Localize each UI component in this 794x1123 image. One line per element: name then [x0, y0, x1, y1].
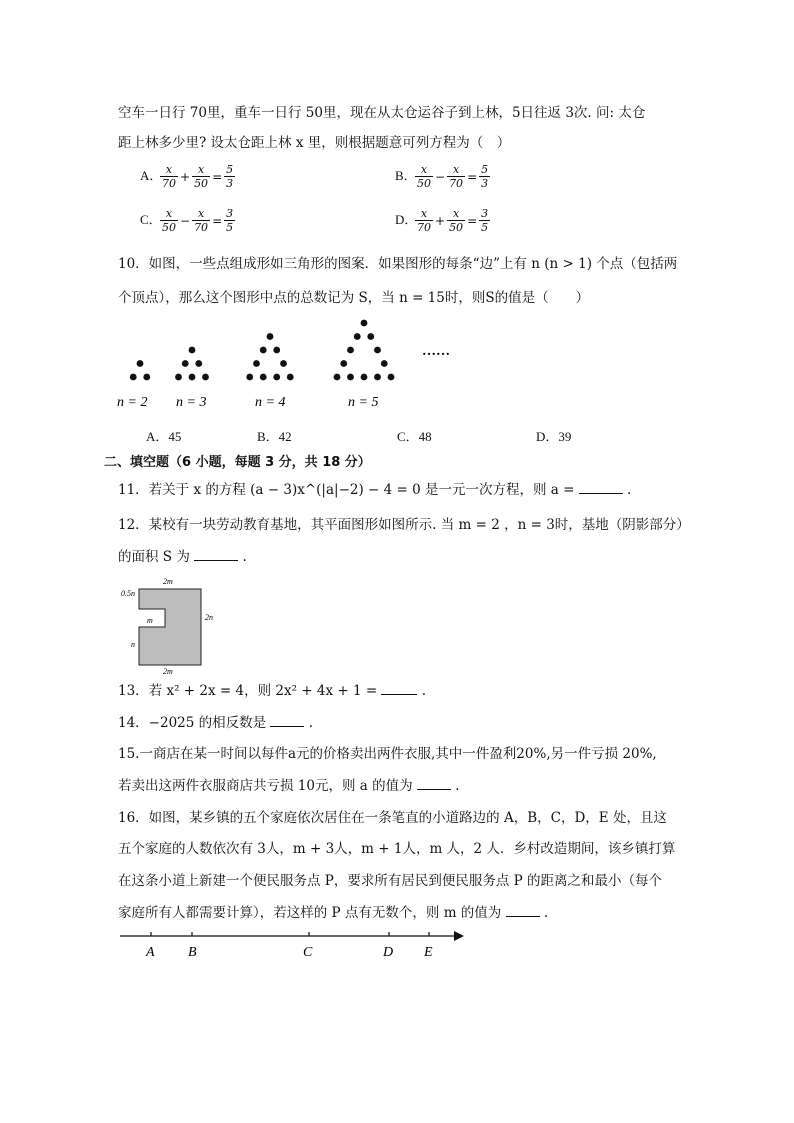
- q11-line: [118, 480, 631, 500]
- q10-dot-n4: [246, 374, 253, 381]
- q9-equals: =: [467, 169, 478, 184]
- q16-line-3: 在这条小道上新建一个便民服务点 P，要求所有居民到便民服务点 P 的距离之和最小（每个: [118, 873, 663, 889]
- q12-label-left-bottom: n: [131, 640, 135, 649]
- q9-fraction-term-2: $\frac{x}{50}$: [194, 163, 209, 190]
- q10-dot-n2: [130, 374, 137, 381]
- q10-dot-n5: [367, 333, 374, 340]
- q15-line-1: 15.一商店在某一时间以每件a元的价格卖出两件衣服,其中一件盈利20%,另一件亏损 20%,: [118, 746, 657, 762]
- q10-dot-n3: [195, 360, 202, 367]
- q10-dot-n5: [374, 374, 381, 381]
- q9-option-b[interactable]: [395, 163, 490, 190]
- q9-option-a[interactable]: [140, 163, 235, 190]
- q12-text: 的面积 S 为: [118, 549, 190, 565]
- q10-dot-n3: [189, 347, 196, 354]
- q9-option-label: D．: [395, 212, 418, 227]
- q9-equals: =: [212, 169, 223, 184]
- q9-fraction-term-2: $\frac{x}{50}$: [449, 207, 464, 234]
- q14-line: [118, 713, 313, 733]
- q10-dot-n3: [175, 374, 182, 381]
- q10-dot-n4: [260, 347, 267, 354]
- q13-answer-blank[interactable]: [381, 694, 417, 695]
- q9-line-1: 空车一日行 70里，重车一日行 50里，现在从太仓运谷子到上林，5日往返 3次. 问: 太仓: [118, 105, 646, 121]
- q10-dot-n5: [361, 374, 368, 381]
- q10-label-n5: n = 5: [348, 395, 379, 410]
- q10-dot-n5: [340, 360, 347, 367]
- q12-answer-blank[interactable]: [194, 560, 238, 561]
- q15-answer-blank[interactable]: [417, 789, 451, 790]
- q10-dot-n3: [182, 360, 189, 367]
- q10-choice-a[interactable]: A．45: [146, 429, 182, 444]
- q16-point-d: D: [383, 945, 394, 960]
- q9-fraction-term-1: $\frac{x}{50}$: [417, 163, 431, 190]
- q10-label-n3: n = 3: [176, 395, 207, 410]
- q11-answer-blank[interactable]: [579, 493, 623, 494]
- q12-label-top: 2m: [163, 577, 173, 586]
- q9-line-2: 距上林多少里? 设太仓距上林 x 里，则根据题意可列方程为（ ）: [118, 135, 511, 151]
- q9-equals: =: [212, 213, 223, 228]
- q10-dot-n4: [253, 360, 260, 367]
- q16-point-a: A: [146, 945, 155, 960]
- q9-option-label: C．: [140, 212, 162, 227]
- q10-ellipsis: ……: [422, 344, 450, 359]
- q16-number-line-figure: [116, 925, 472, 965]
- q9-option-label: A．: [140, 168, 163, 183]
- q16-text: 家庭所有人都需要计算），若这样的 P 点有无数个，则 m 的值为: [118, 905, 502, 921]
- q10-dot-n4: [260, 374, 267, 381]
- q12-label-right: 2n: [205, 613, 213, 622]
- q10-dot-n2: [137, 360, 144, 367]
- q16-point-e: E: [424, 945, 433, 960]
- q10-dot-n5: [354, 333, 361, 340]
- q9-operator: −: [435, 169, 446, 184]
- q12-end: .: [242, 549, 247, 565]
- q10-dot-n5: [374, 347, 381, 354]
- q9-option-c[interactable]: [140, 207, 235, 234]
- q12-line-2: [118, 547, 247, 567]
- q10-dot-n5: [347, 347, 354, 354]
- q16-answer-blank[interactable]: [506, 916, 540, 917]
- q10-choice-c[interactable]: C．48: [397, 429, 432, 444]
- q10-dot-n5: [334, 374, 341, 381]
- q13-end: .: [421, 683, 427, 699]
- q9-fraction-term-2: $\frac{x}{70}$: [194, 207, 209, 234]
- q12-plan-figure: [115, 575, 225, 675]
- q9-fraction-result: $\frac{5}{3}$: [226, 163, 234, 190]
- q10-dot-n5: [388, 374, 395, 381]
- q9-option-label: B．: [395, 168, 417, 183]
- q9-operator: −: [180, 213, 191, 228]
- q10-dot-n5: [381, 360, 388, 367]
- section-2-heading: 二、填空题（6 小题，每题 3 分，共 18 分）: [104, 455, 371, 470]
- q9-equals: =: [467, 213, 478, 228]
- q10-line-1: 10．如图，一些点组成形如三角形的图案．如果图形的每条“边”上有 n (n > 1) 个点（包括两: [118, 256, 678, 272]
- q10-line-2: 个顶点），那么这个图形中点的总数记为 S，当 n = 15时，则S的值是（ ）: [118, 290, 590, 306]
- q10-dot-n5: [361, 320, 368, 327]
- q9-operator: +: [180, 169, 191, 184]
- q10-choice-b[interactable]: B．42: [257, 429, 292, 444]
- q10-dot-n4: [280, 360, 287, 367]
- q16-line-4: [118, 903, 548, 923]
- q10-label-n4: n = 4: [255, 395, 286, 410]
- q12-label-bottom: 2m: [163, 667, 173, 675]
- q14-answer-blank[interactable]: [270, 726, 304, 727]
- q10-dot-n4: [273, 374, 280, 381]
- q10-dot-n5: [347, 374, 354, 381]
- q9-option-d[interactable]: [395, 207, 490, 234]
- q14-end: .: [308, 715, 314, 731]
- q10-dot-triangles-figure: [110, 315, 490, 415]
- q9-fraction-term-1: $\frac{x}{70}$: [162, 163, 176, 190]
- q10-dot-n3: [202, 374, 209, 381]
- q10-choice-d[interactable]: D．39: [536, 429, 572, 444]
- q12-shaded-region: [139, 589, 201, 665]
- q9-operator: +: [435, 213, 446, 228]
- q16-line-2: 五个家庭的人数依次有 3人，m + 3人，m + 1人，m 人，2 人．乡村改造期间，该乡镇打算: [118, 841, 676, 857]
- q12-label-left-top: 0.5n: [121, 589, 135, 598]
- q15-end: .: [455, 778, 460, 794]
- q16-end: .: [543, 905, 549, 921]
- q10-dot-n3: [189, 374, 196, 381]
- q14-text: 14．−2025 的相反数是: [118, 715, 267, 731]
- q10-dot-n2: [143, 374, 150, 381]
- q9-fraction-term-1: $\frac{x}{50}$: [162, 207, 176, 234]
- q10-dot-n4: [273, 347, 280, 354]
- q9-fraction-result: $\frac{3}{5}$: [226, 207, 234, 234]
- q16-line-1: 16．如图，某乡镇的五个家庭依次居住在一条笔直的小道路边的 A，B，C，D，E 处，且这: [118, 810, 667, 826]
- q10-label-n2: n = 2: [117, 395, 148, 410]
- q11-end: .: [627, 482, 632, 498]
- q10-dot-n4: [267, 333, 274, 340]
- q9-fraction-term-1: $\frac{x}{70}$: [417, 207, 431, 234]
- q16-arrow-head-icon: [454, 931, 464, 941]
- q16-point-c: C: [303, 945, 313, 960]
- q9-fraction-term-2: $\frac{x}{70}$: [449, 163, 464, 190]
- q12-line-1: 12．某校有一块劳动教育基地，其平面图形如图所示. 当 m = 2 ，n = 3时，基地（阴影部分）: [118, 517, 690, 533]
- q9-fraction-result: $\frac{3}{5}$: [481, 207, 489, 234]
- q13-line: [118, 681, 426, 701]
- q10-dot-n4: [287, 374, 294, 381]
- q13-text: 13．若 x² + 2x = 4，则 2x² + 4x + 1 =: [118, 683, 378, 699]
- q15-line-2: [118, 776, 460, 796]
- q15-text: 若卖出这两件衣服商店共亏损 10元，则 a 的值为: [118, 778, 413, 794]
- q16-point-b: B: [188, 945, 197, 960]
- q11-text: 11．若关于 x 的方程 (a − 3)x^(|a|−2) − 4 = 0 是一元一次方程，则 a =: [118, 482, 575, 498]
- q12-label-notch: m: [147, 616, 153, 625]
- q9-fraction-result: $\frac{5}{3}$: [481, 163, 489, 190]
